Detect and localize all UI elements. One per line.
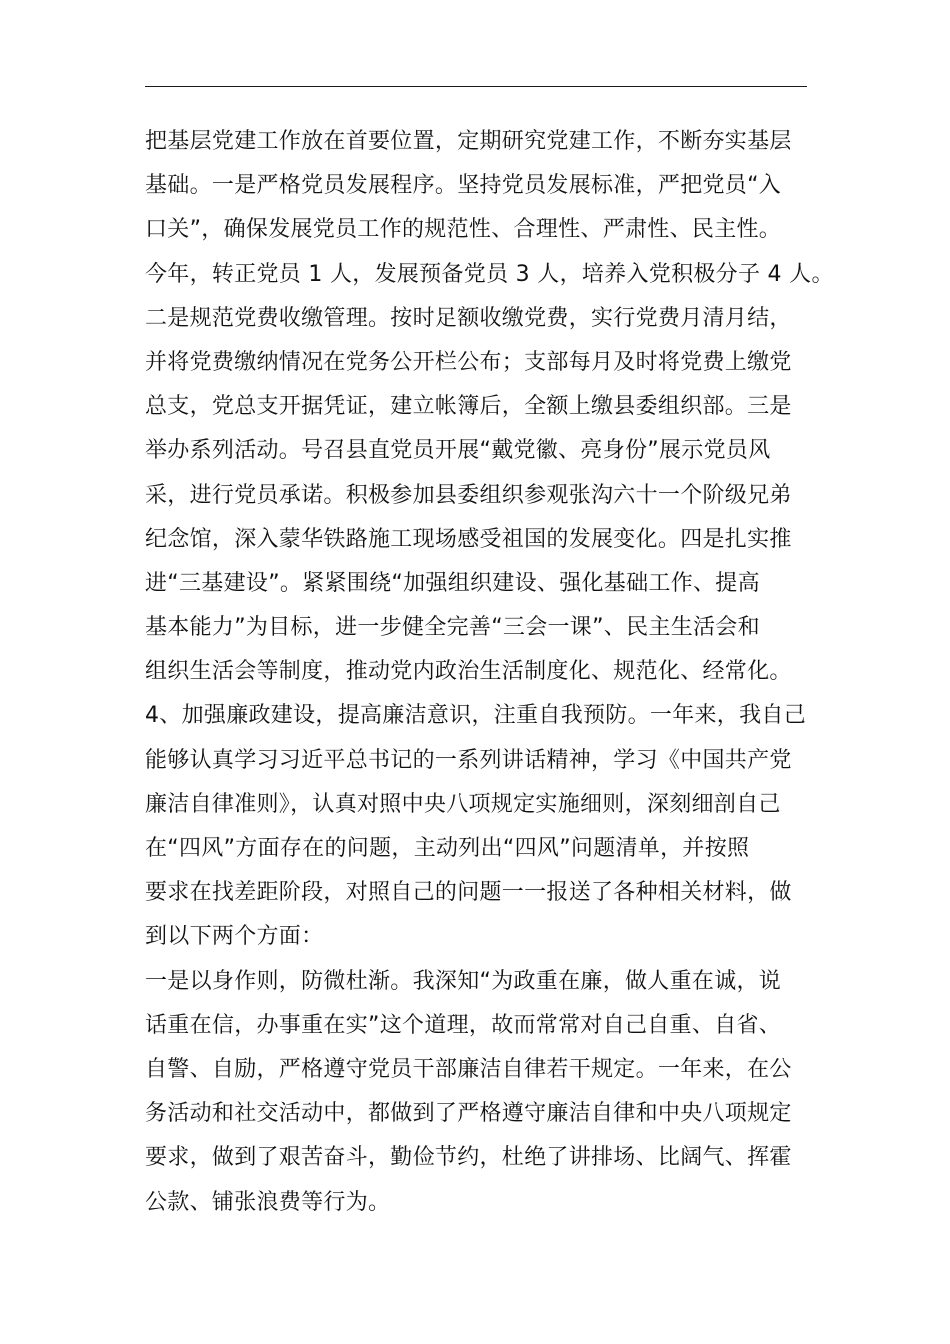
section-heading-line: 4、加强廉政建设，提高廉洁意识，注重自我预防。一年来，我自己 [145, 703, 806, 729]
text-line: 能够认真学习习近平总书记的一系列讲话精神，学习《中国共产党 [145, 747, 792, 773]
text-line: 要求在找差距阶段，对照自己的问题一一报送了各种相关材料，做 [145, 880, 792, 906]
text-line: 话重在信，办事重在实”这个道理，故而常常对自己自重、自省、 [145, 1012, 782, 1038]
header-rule [145, 86, 807, 87]
text-line: 举办系列活动。号召县直党员开展“戴党徽、亮身份”展示党员风 [145, 438, 771, 464]
text-line: 一是以身作则，防微杜渐。我深知“为政重在廉，做人重在诚，说 [145, 968, 782, 994]
text-line: 口关”，确保发展党员工作的规范性、合理性、严肃性、民主性。 [145, 217, 782, 243]
text-line: 组织生活会等制度，推动党内政治生活制度化、规范化、经常化。 [145, 659, 792, 685]
text-line: 自警、自励，严格遵守党员干部廉洁自律若干规定。一年来，在公 [145, 1056, 792, 1082]
text-line: 进“三基建设”。紧紧围绕“加强组织建设、强化基础工作、提高 [145, 570, 760, 596]
text-line: 今年，转正党员 1 人，发展预备党员 3 人，培养入党积极分子 4 人。 [145, 261, 834, 287]
text-line: 要求，做到了艰苦奋斗，勤俭节约，杜绝了讲排场、比阔气、挥霍 [145, 1145, 792, 1171]
text-line: 基础。一是严格党员发展程序。坚持党员发展标准，严把党员“入 [145, 173, 782, 199]
text-line: 公款、铺张浪费等行为。 [145, 1189, 391, 1215]
text-line: 并将党费缴纳情况在党务公开栏公布；支部每月及时将党费上缴党 [145, 349, 792, 375]
text-line: 基本能力”为目标，进一步健全完善“三会一课”、民主生活会和 [145, 615, 760, 641]
text-line: 纪念馆，深入蒙华铁路施工现场感受祖国的发展变化。四是扎实推 [145, 526, 792, 552]
text-line: 总支，党总支开据凭证，建立帐簿后，全额上缴县委组织部。三是 [145, 394, 792, 420]
text-line: 廉洁自律准则》，认真对照中央八项规定实施细则，深刻细剖自己 [145, 791, 781, 817]
text-line: 把基层党建工作放在首要位置，定期研究党建工作，不断夯实基层 [145, 129, 792, 154]
body-text [145, 120, 845, 1225]
text-line: 到以下两个方面： [145, 924, 324, 950]
text-line: 务活动和社交活动中，都做到了严格遵守廉洁自律和中央八项规定 [145, 1101, 792, 1127]
text-line: 二是规范党费收缴管理。按时足额收缴党费，实行党费月清月结， [145, 305, 792, 331]
text-line: 采，进行党员承诺。积极参加县委组织参观张沟六十一个阶级兄弟 [145, 482, 792, 508]
text-line: 在“四风”方面存在的问题，主动列出“四风”问题清单，并按照 [145, 836, 750, 861]
